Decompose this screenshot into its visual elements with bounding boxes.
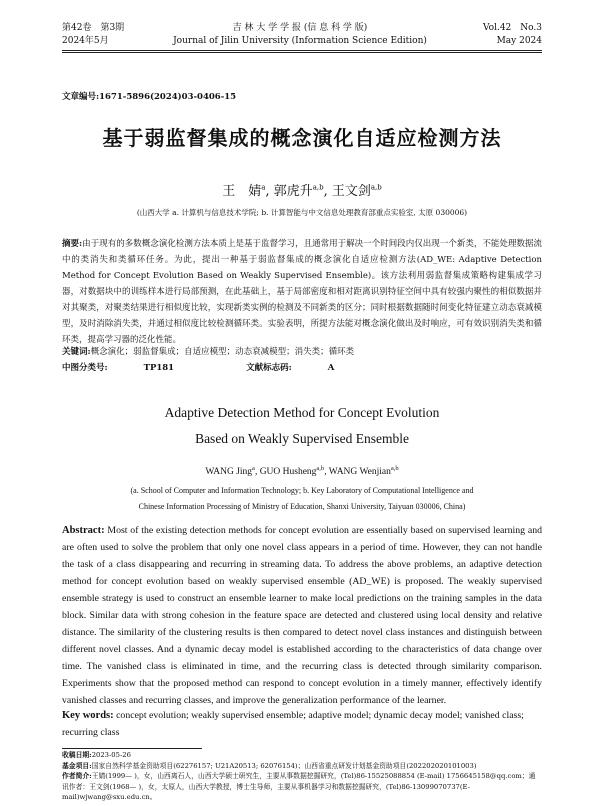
doc-code-label: 文献标志码: — [246, 363, 292, 373]
keywords-en — [62, 707, 542, 741]
footnote-rule — [62, 748, 202, 749]
abstract-cn — [62, 236, 542, 348]
authors-cn: 王 婧$^a$, 郭虎升$^{a,b}$, 王文剑$^{a,b}$ — [222, 183, 382, 199]
article-number: 文章编号:1671-5896(2024)03-0406-15 — [62, 92, 237, 102]
author-sup: a,b — [390, 465, 399, 472]
title-cn: 基于弱监督集成的概念演化自适应检测方法 — [102, 126, 502, 150]
date-en: May 2024 — [496, 36, 542, 46]
keywords-label-cn: 关键词: — [62, 347, 91, 357]
affiliation-en-line1: (a. School of Computer and Information Technology; b. Key Laboratory of Computational Intelligence and — [130, 486, 474, 495]
volume-issue-cn: 第42卷 第3期 — [62, 23, 125, 33]
title-en — [62, 400, 542, 452]
author-sup: a — [261, 183, 266, 192]
footnote-received — [62, 750, 542, 761]
doc-code — [246, 363, 370, 373]
title-en-line1: Adaptive Detection Method for Concept Evolution — [164, 405, 440, 420]
authors-en: WANG Jing$^a$, GUO Husheng$^{a,b}$, WANG Wenjian$^{a,b}$ — [205, 465, 399, 478]
author-sup: a,b — [316, 465, 325, 472]
abstract-text-en: Most of the existing detection methods for concept evolution are essentially based on supervised learning and are often used to solve the problem that only one novel class appears in a period of time. However, they can not handle the task of a class disappearing and recurring in streaming data. To address the above problems, an adaptive detection method for concept evolution based on weakly supervised ensemble (AD_WE) is proposed. The weakly supervised ensemble strategy is used to construct an ensemble learner to make local predictions on the training samples in the data block. Similar data with strong cohesion in the feature space are detected and clustered using local density and relative distance. The similarity of the clustering results is then compared to detect novel class instances and distinguish between different novel classes. And a dynamic decay model is established according to the characteristics of data change over time. The vanished class is eliminated in time, and the recurring class is detected through similarity comparison. Experiments show that the proposed method can respond to concept evolution in a timely manner, effectively identify vanished classes and recurring classes, and improve the generalization performance of the learner. — [62, 525, 543, 706]
affiliation-en-line2: Chinese Information Processing of Ministry of Education, Shanxi University, Taiyuan 030006, China) — [138, 502, 466, 511]
abstract-text-cn: 由于现有的多数概念演化检测方法本质上是基于监督学习，且通常用于解决一个时间段内仅出现一个新类，不能处理数据流中的类消失和类循环任务。为此，提出一种基于弱监督集成的概念演化自适应检测方法(AD_WE: Adaptive Detection Method for Concept Evolution Based on Weakly Supervised Ensemble)。该方法利用弱监督集成策略构建集成学习器，对数据块中的训练样本进行局部预测，在此基础上，基于局部密度和相对距离识别特征空间中具有较强内聚性的相似数据并对其聚类，对聚类结果进行相似度比较，实现新类实例的检测及不同新类的区分；同时根据数据随时间变化特征建立动态衰减模型，及时消除消失类，并通过相似度比较检测循环类。实验表明，所提方法能对概念演化做出及时响应，可有效识别消失类和循环类，提高学习器的泛化性能。 — [62, 239, 542, 345]
footnotes — [62, 750, 542, 803]
received-label: 收稿日期: — [62, 751, 92, 759]
title-en-line2: Based on Weakly Supervised Ensemble — [195, 431, 409, 446]
author-bio-label: 作者简介: — [62, 772, 92, 780]
author-bio-text: 王婧(1999— )，女，山西离石人，山西大学硕士研究生，主要从事数据挖掘研究，(Tel)86-15525088854 (E-mail) 1756645158@qq.com；通讯作者：王文剑(1968— )，女，太原人，山西大学教授，博士生导师，主要从事机器学习和数据挖掘研究，(Tel)86-13099070737(E-mail)wjwang@sxu.edu.cn。 — [62, 772, 536, 801]
fund-text: 国家自然科学基金资助项目(62276157; U21A20513; 62076154)；山西省重点研发计划基金资助项目(202202020101003) — [91, 761, 477, 770]
abstract-label-cn: 摘要: — [62, 239, 83, 249]
clc-label: 中图分类号: — [62, 363, 108, 373]
author-en: WANG Wenjian — [328, 467, 391, 478]
author-cn: 王文剑 — [331, 184, 371, 199]
header-rule — [62, 50, 542, 51]
keywords-cn — [62, 344, 542, 360]
date-cn: 2024年5月 — [62, 36, 109, 46]
author-cn: 王 婧 — [222, 184, 262, 199]
header-journal — [150, 22, 450, 48]
abstract-en — [62, 522, 542, 709]
author-en: GUO Husheng — [259, 467, 317, 478]
volume-issue-en: Vol.42 No.3 — [482, 23, 542, 33]
footnote-author — [62, 771, 542, 803]
header-rule-thin — [62, 52, 542, 53]
footnote-fund — [62, 761, 542, 772]
author-en: WANG Jing — [205, 467, 253, 478]
author-cn: 郭虎升 — [273, 184, 313, 199]
keywords-text-en: concept evolution; weakly supervised ensemble; adaptive model; dynamic decay model; vanished class; recurring class — [62, 710, 524, 738]
clc — [62, 363, 210, 373]
affiliation-cn: (山西大学 a. 计算机与信息技术学院; b. 计算智能与中文信息处理教育部重点实验室, 太原 030006) — [136, 208, 468, 217]
author-sup: a,b — [312, 183, 324, 192]
journal-name-en: Journal of Jilin University (Information Science Edition) — [173, 36, 427, 46]
header-volume-cn — [62, 22, 124, 48]
fund-label: 基金项目: — [62, 761, 92, 770]
author-sup: a,b — [370, 183, 382, 192]
clc-value: TP181 — [143, 363, 175, 373]
classification-line — [62, 360, 542, 376]
keywords-text-cn: 概念演化；弱监督集成；自适应模型；动态衰减模型；消失类；循环类 — [90, 347, 355, 357]
journal-name-cn: 吉 林 大 学 学 报 (信 息 科 学 版) — [232, 23, 368, 33]
doc-code-value: A — [327, 363, 335, 373]
abstract-label-en: Abstract: — [62, 525, 105, 536]
header-volume-en — [483, 22, 542, 48]
keywords-label-en: Key words: — [62, 710, 114, 721]
affiliation-en — [62, 483, 542, 515]
author-sup: a — [252, 465, 255, 472]
received-date: 2023-05-26 — [91, 751, 131, 759]
